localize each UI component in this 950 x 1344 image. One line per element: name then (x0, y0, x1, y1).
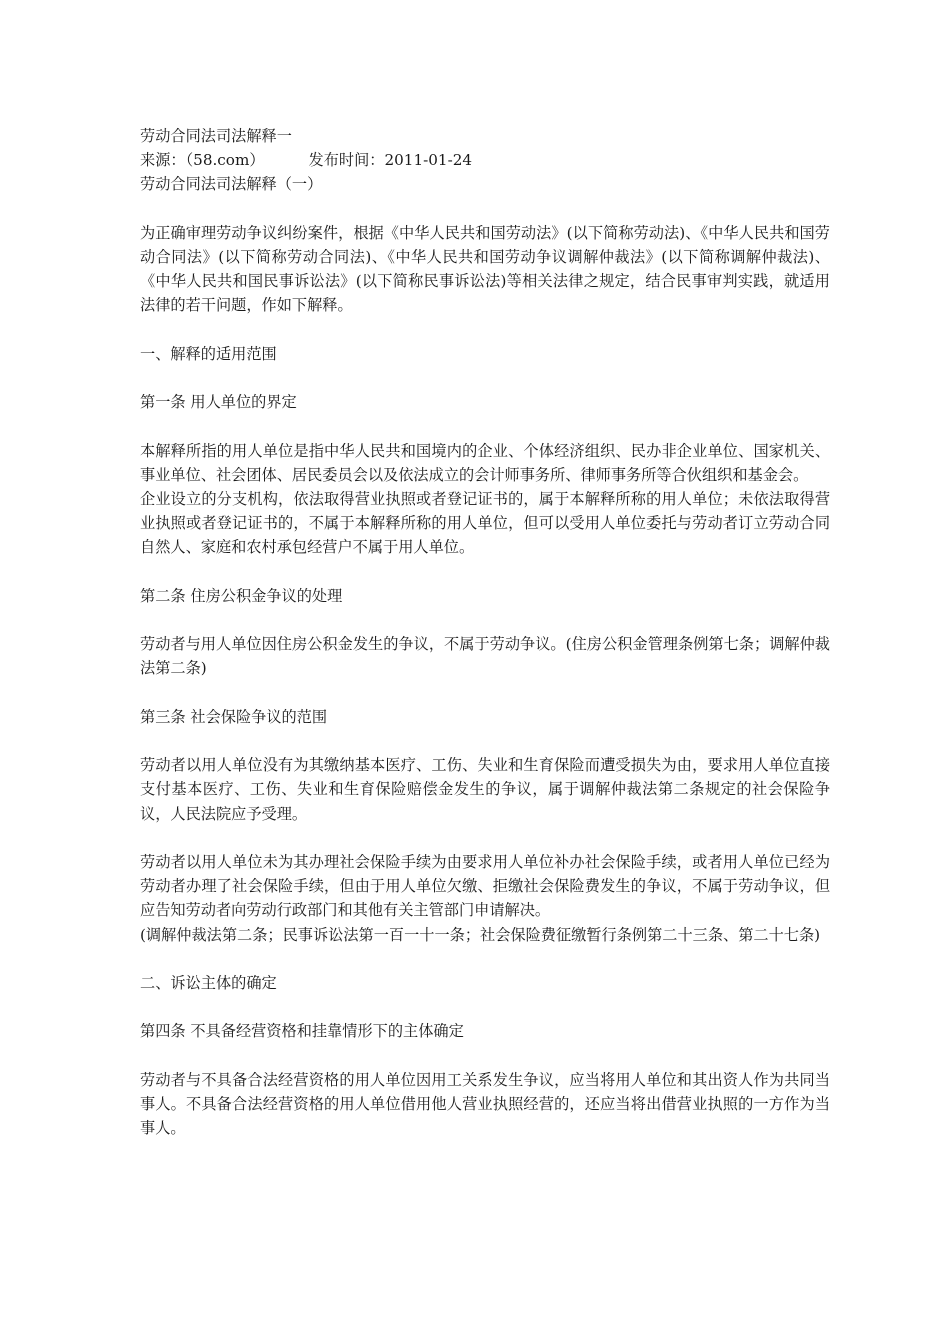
intro-paragraph: 为正确审理劳动争议纠纷案件，根据《中华人民共和国劳动法》(以下简称劳动法)、《中华人民共和国劳动合同法》(以下简称劳动合同法)、《中华人民共和国劳动争议调解仲裁法》(以下简称调解仲裁法)、《中华人民共和国民事诉讼法》(以下简称民事诉讼法)等相关法律之规定，结合民事审判实践，就适用法律的若干问题，作如下解释。 (140, 223, 830, 315)
article-3-paragraph-3: (调解仲裁法第二条；民事诉讼法第一百一十一条；社会保险费征缴暂行条例第二十三条、第二十七条) (140, 925, 821, 944)
article-1-paragraph-2: 企业设立的分支机构，依法取得营业执照或者登记证书的，属于本解释所称的用人单位；未依法取得营业执照或者登记证书的，不属于本解释所称的用人单位，但可以受用人单位委托与劳动者订立劳动合同自然人、家庭和农村承包经营户不属于用人单位。 (140, 489, 830, 557)
article-4-paragraph-1: 劳动者与不具备合法经营资格的用人单位因用工关系发生争议，应当将用人单位和其出资人作为共同当事人。不具备合法经营资格的用人单位借用他人营业执照经营的，还应当将出借营业执照的一方作为当事人。 (140, 1070, 830, 1138)
article-1-heading: 第一条 用人单位的界定 (140, 393, 297, 412)
article-3-paragraph-1: 劳动者以用人单位没有为其缴纳基本医疗、工伤、失业和生育保险而遭受损失为由，要求用人单位直接支付基本医疗、工伤、失业和生育保险赔偿金发生的争议，属于调解仲裁法第二条规定的社会保险争议，人民法院应予受理。 (140, 756, 830, 823)
article-4-heading: 第四条 不具备经营资格和挂靠情形下的主体确定 (140, 1022, 464, 1041)
article-1-paragraph-1: 本解释所指的用人单位是指中华人民共和国境内的企业、个体经济组织、民办非企业单位、国家机关、事业单位、社会团体、居民委员会以及依法成立的会计师事务所、律师事务所等合伙组织和基金会。 (140, 441, 830, 484)
article-2-paragraph-1: 劳动者与用人单位因住房公积金发生的争议，不属于劳动争议。(住房公积金管理条例第七条；调解仲裁法第二条) (140, 635, 830, 678)
source-label: 来源：（58.com） (140, 151, 265, 170)
section-2-heading: 二、诉讼主体的确定 (140, 973, 277, 992)
article-3-paragraph-2: 劳动者以用人单位未为其办理社会保险手续为由要求用人单位补办社会保险手续，或者用人单位已经为劳动者办理了社会保险手续，但由于用人单位欠缴、拒缴社会保险费发生的争议，不属于劳动争议，但应告知劳动者向劳动行政部门和其他有关主管部门申请解决。 (140, 852, 830, 920)
section-1-heading: 一、解释的适用范围 (140, 344, 277, 363)
source-line (140, 148, 830, 172)
article-3-heading: 第三条 社会保险争议的范围 (140, 707, 328, 726)
document-title: 劳动合同法司法解释一 (140, 127, 292, 145)
article-2-heading: 第二条 住房公积金争议的处理 (140, 586, 343, 605)
publish-time: 发布时间：2011-01-24 (308, 151, 473, 170)
document-subtitle: 劳动合同法司法解释（一） (140, 175, 323, 194)
document-page (140, 124, 830, 1140)
